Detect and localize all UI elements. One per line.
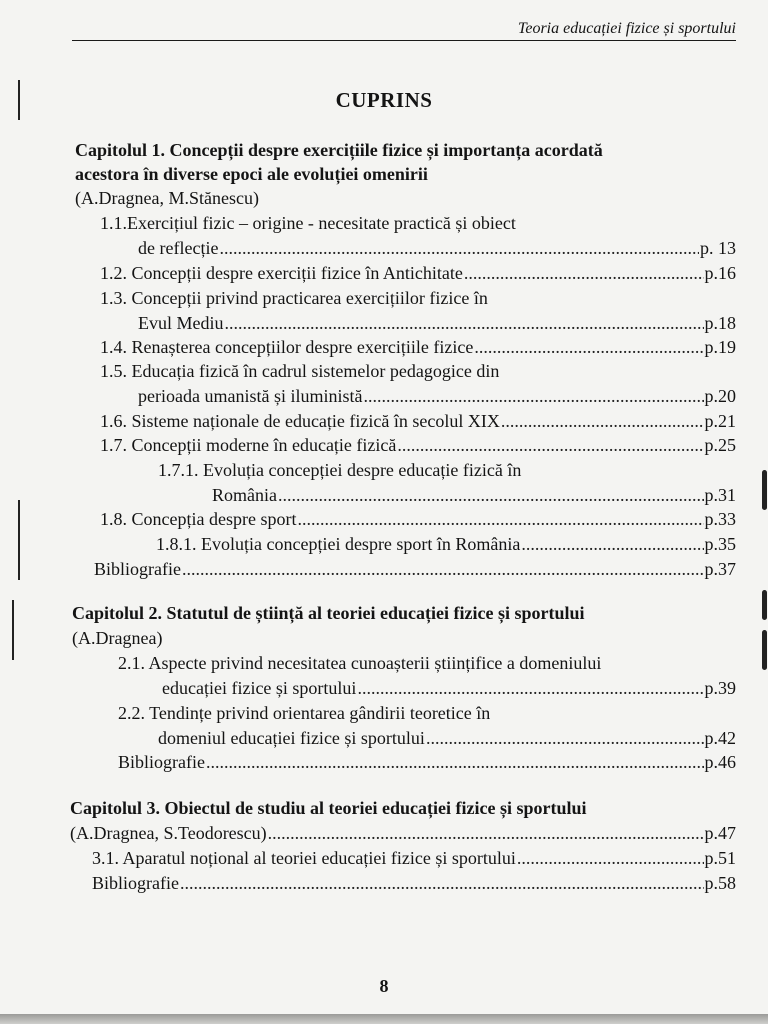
toc-leader-dots xyxy=(297,508,703,530)
toc-leader-dots xyxy=(219,237,699,259)
scan-margin-mark xyxy=(12,600,14,660)
toc-entry-text: Bibliografie xyxy=(94,559,181,579)
scan-edge-mark xyxy=(762,470,767,510)
toc-entry-text: Bibliografie xyxy=(118,752,205,772)
toc-leader-dots xyxy=(426,727,704,749)
toc-leader-dots xyxy=(206,751,704,773)
toc-entry-1-7-1-line1: 1.7.1. Evoluția concepției despre educație fizică în xyxy=(158,460,522,480)
toc-page-ref: p.19 xyxy=(704,337,736,357)
toc-entry-ch2-bibliografie[interactable] xyxy=(118,751,736,773)
toc-leader-dots xyxy=(397,434,703,456)
page-number: 8 xyxy=(379,976,389,996)
chapter3-authors[interactable] xyxy=(70,822,736,844)
page-title: CUPRINS xyxy=(335,88,433,112)
toc-entry-text: perioada umanistă și iluministă xyxy=(138,386,363,406)
toc-entry-text: 1.8.1. Evoluția concepției despre sport în România xyxy=(156,534,521,554)
toc-entry-1-6[interactable] xyxy=(100,410,736,432)
toc-entry-text: educației fizice și sportului xyxy=(162,678,357,698)
toc-entry-text: 1.6. Sisteme naționale de educație fizică în secolul XIX xyxy=(100,411,500,431)
toc-page-ref: p.39 xyxy=(704,678,736,698)
toc-page-ref: p.21 xyxy=(704,411,736,431)
toc-entry-1-7-1[interactable] xyxy=(212,484,736,506)
toc-entry-1-2[interactable] xyxy=(100,262,736,284)
chapter2-authors: (A.Dragnea) xyxy=(72,628,163,648)
toc-entry-text: România xyxy=(212,485,277,505)
toc-leader-dots xyxy=(464,262,704,284)
toc-page-ref: p.51 xyxy=(704,848,736,868)
toc-entry-1-5-line1: 1.5. Educația fizică în cadrul sistemelor pedagogice din xyxy=(100,361,500,381)
chapter1-heading-line1: Capitolul 1. Concepții despre exercițiile fizice și importanța acordată xyxy=(75,140,603,160)
toc-entry-2-2[interactable] xyxy=(158,727,736,749)
scan-edge-mark xyxy=(762,630,767,670)
toc-entry-text: 1.4. Renașterea concepțiilor despre exercițiile fizice xyxy=(100,337,474,357)
toc-leader-dots xyxy=(180,872,704,894)
toc-page-ref: p.58 xyxy=(704,873,736,893)
toc-page-ref: p.20 xyxy=(704,386,736,406)
chapter2-heading: Capitolul 2. Statutul de știință al teoriei educației fizice și sportului xyxy=(72,603,585,623)
toc-entry-1-3-line1: 1.3. Concepții privind practicarea exercițiilor fizice în xyxy=(100,288,488,308)
toc-entry-text: Evul Mediu xyxy=(138,313,224,333)
toc-page-ref: p.31 xyxy=(704,485,736,505)
toc-entry-2-2-line1: 2.2. Tendințe privind orientarea gândirii teoretice în xyxy=(118,703,491,723)
toc-page-ref: p.35 xyxy=(704,534,736,554)
toc-entry-text: 1.2. Concepții despre exerciții fizice în Antichitate xyxy=(100,263,463,283)
toc-page-ref: p.33 xyxy=(704,509,736,529)
toc-entry-text: de reflecție xyxy=(138,238,219,258)
chapter1-heading-line2: acestora în diverse epoci ale evoluției omenirii xyxy=(75,164,428,184)
scan-margin-mark xyxy=(18,80,20,120)
toc-leader-dots xyxy=(501,410,704,432)
toc-leader-dots xyxy=(521,533,703,555)
toc-entry-text: domeniul educației fizice și sportului xyxy=(158,728,425,748)
toc-page-ref: p.47 xyxy=(704,823,736,843)
scan-bottom-edge xyxy=(0,1014,768,1024)
toc-entry-2-1-line1: 2.1. Aspecte privind necesitatea cunoașterii științifice a domeniului xyxy=(118,653,602,673)
toc-entry-1-3[interactable] xyxy=(138,312,736,334)
chapter1-authors: (A.Dragnea, M.Stănescu) xyxy=(75,188,259,208)
toc-entry-2-1[interactable] xyxy=(162,677,736,699)
toc-leader-dots xyxy=(182,558,704,580)
toc-entry-1-4[interactable] xyxy=(100,336,736,358)
scan-edge-mark xyxy=(762,590,767,620)
toc-entry-text: (A.Dragnea, S.Teodorescu) xyxy=(70,823,267,843)
toc-entry-text: 1.8. Concepția despre sport xyxy=(100,509,297,529)
running-head: Teoria educației fizice și sportului xyxy=(517,20,736,37)
toc-page-ref: p.25 xyxy=(704,435,736,455)
toc-entry-1-5[interactable] xyxy=(138,385,736,407)
toc-page-ref: p.18 xyxy=(704,313,736,333)
toc-leader-dots xyxy=(357,677,703,699)
toc-page-ref: p.37 xyxy=(704,559,736,579)
toc-page-ref: p. 13 xyxy=(700,238,736,258)
toc-entry-text: 3.1. Aparatul noțional al teoriei educației fizice și sportului xyxy=(92,848,516,868)
toc-leader-dots xyxy=(225,312,704,334)
toc-entry-text: Bibliografie xyxy=(92,873,179,893)
toc-entry-1-7[interactable] xyxy=(100,434,736,456)
scan-margin-mark xyxy=(18,500,20,580)
chapter3-heading: Capitolul 3. Obiectul de studiu al teoriei educației fizice și sportului xyxy=(70,798,587,818)
toc-page-ref: p.16 xyxy=(704,263,736,283)
toc-leader-dots xyxy=(517,847,704,869)
toc-entry-1-8[interactable] xyxy=(100,508,736,530)
toc-page-ref: p.46 xyxy=(704,752,736,772)
toc-entry-1-8-1[interactable] xyxy=(156,533,736,555)
toc-entry-1-1-line1: 1.1.Exercițiul fizic – origine - necesitate practică și obiect xyxy=(100,213,516,233)
toc-leader-dots xyxy=(268,822,704,844)
toc-entry-3-1[interactable] xyxy=(92,847,736,869)
toc-leader-dots xyxy=(278,484,704,506)
toc-entry-ch1-bibliografie[interactable] xyxy=(94,558,736,580)
toc-leader-dots xyxy=(474,336,703,358)
toc-entry-ch3-bibliografie[interactable] xyxy=(92,872,736,894)
toc-page-ref: p.42 xyxy=(704,728,736,748)
header-rule xyxy=(72,40,736,41)
toc-entry-1-1[interactable] xyxy=(138,237,736,259)
toc-leader-dots xyxy=(363,385,703,407)
toc-entry-text: 1.7. Concepții moderne în educație fizică xyxy=(100,435,397,455)
